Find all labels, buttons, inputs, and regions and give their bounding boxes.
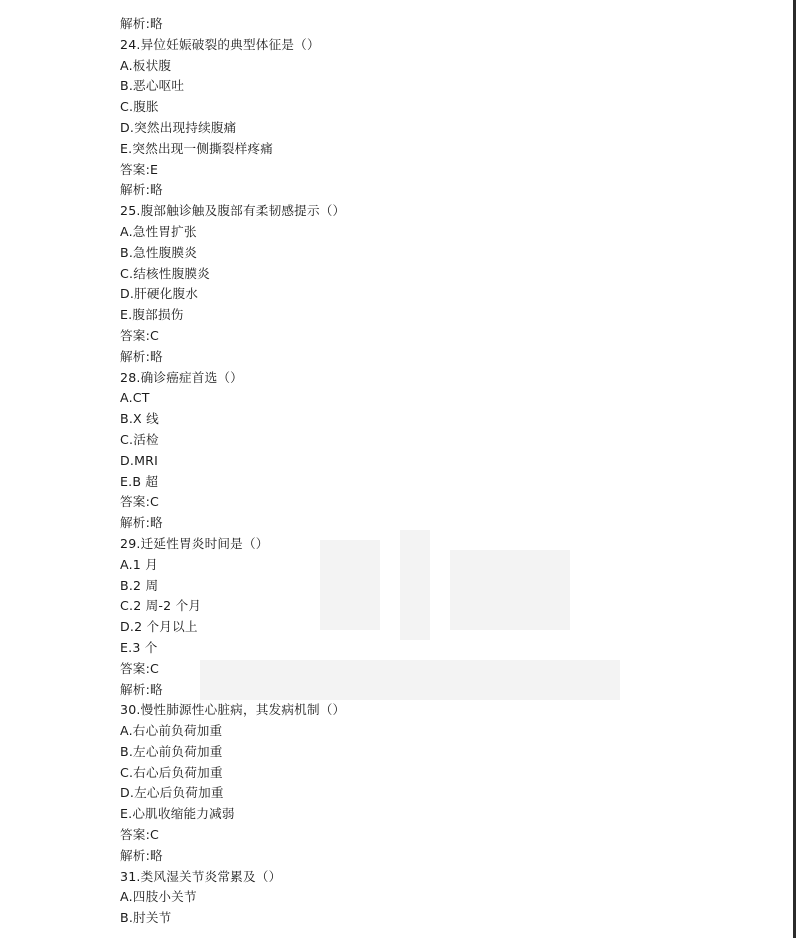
- question-24: 24.异位妊娠破裂的典型体征是（）: [120, 36, 320, 52]
- option-a: A.四肢小关节: [120, 889, 197, 905]
- option-e: E.心肌收缩能力减弱: [120, 806, 235, 822]
- option-c: C.结核性腹膜炎: [120, 265, 210, 281]
- analysis-line: 解析:略: [120, 681, 163, 697]
- option-b: B.左心前负荷加重: [120, 743, 223, 759]
- option-b: B.恶心呕吐: [120, 78, 185, 94]
- answer-line: 答案:C: [120, 494, 160, 510]
- analysis-line: 解析:略: [120, 16, 163, 31]
- option-a: A.右心前负荷加重: [120, 723, 223, 739]
- question-30: 30.慢性肺源性心脏病，其发病机制（）: [120, 702, 346, 718]
- option-b: B.2 周: [120, 577, 159, 593]
- answer-line: 答案:C: [120, 827, 160, 843]
- option-e: E.3 个: [120, 639, 158, 655]
- option-b: B.肘关节: [120, 910, 172, 926]
- answer-line: 答案:C: [120, 660, 160, 676]
- option-e: E.腹部损伤: [120, 307, 184, 323]
- option-c: C.2 周-2 个月: [120, 598, 202, 614]
- option-a: A.板状腹: [120, 57, 172, 73]
- option-d: D.肝硬化腹水: [120, 286, 199, 302]
- question-25: 25.腹部触诊触及腹部有柔韧感提示（）: [120, 203, 346, 219]
- option-c: C.右心后负荷加重: [120, 764, 223, 780]
- analysis-line: 解析:略: [120, 847, 163, 863]
- option-a: A.CT: [120, 390, 150, 406]
- option-e: E.B 超: [120, 473, 159, 489]
- question-29: 29.迁延性胃炎时间是（）: [120, 535, 269, 551]
- option-d: D.突然出现持续腹痛: [120, 119, 237, 135]
- option-c: C.活检: [120, 431, 159, 447]
- option-e: E.突然出现一侧撕裂样疼痛: [120, 140, 274, 156]
- answer-line: 答案:E: [120, 161, 159, 177]
- analysis-line: 解析:略: [120, 348, 163, 364]
- analysis-line: 解析:略: [120, 515, 163, 531]
- option-b: B.X 线: [120, 411, 159, 427]
- question-28: 28.确诊癌症首选（）: [120, 369, 243, 385]
- option-d: D.MRI: [120, 452, 159, 468]
- option-c: C.腹胀: [120, 99, 159, 115]
- option-b: B.急性腹膜炎: [120, 244, 198, 260]
- answer-line: 答案:C: [120, 327, 160, 343]
- analysis-line: 解析:略: [120, 182, 163, 198]
- option-a: A.急性胃扩张: [120, 223, 197, 239]
- option-a: A.1 月: [120, 556, 159, 572]
- option-d: D.2 个月以上: [120, 619, 198, 635]
- document-body: [120, 14, 760, 929]
- option-d: D.左心后负荷加重: [120, 785, 224, 801]
- question-31: 31.类风湿关节炎常累及（）: [120, 868, 282, 884]
